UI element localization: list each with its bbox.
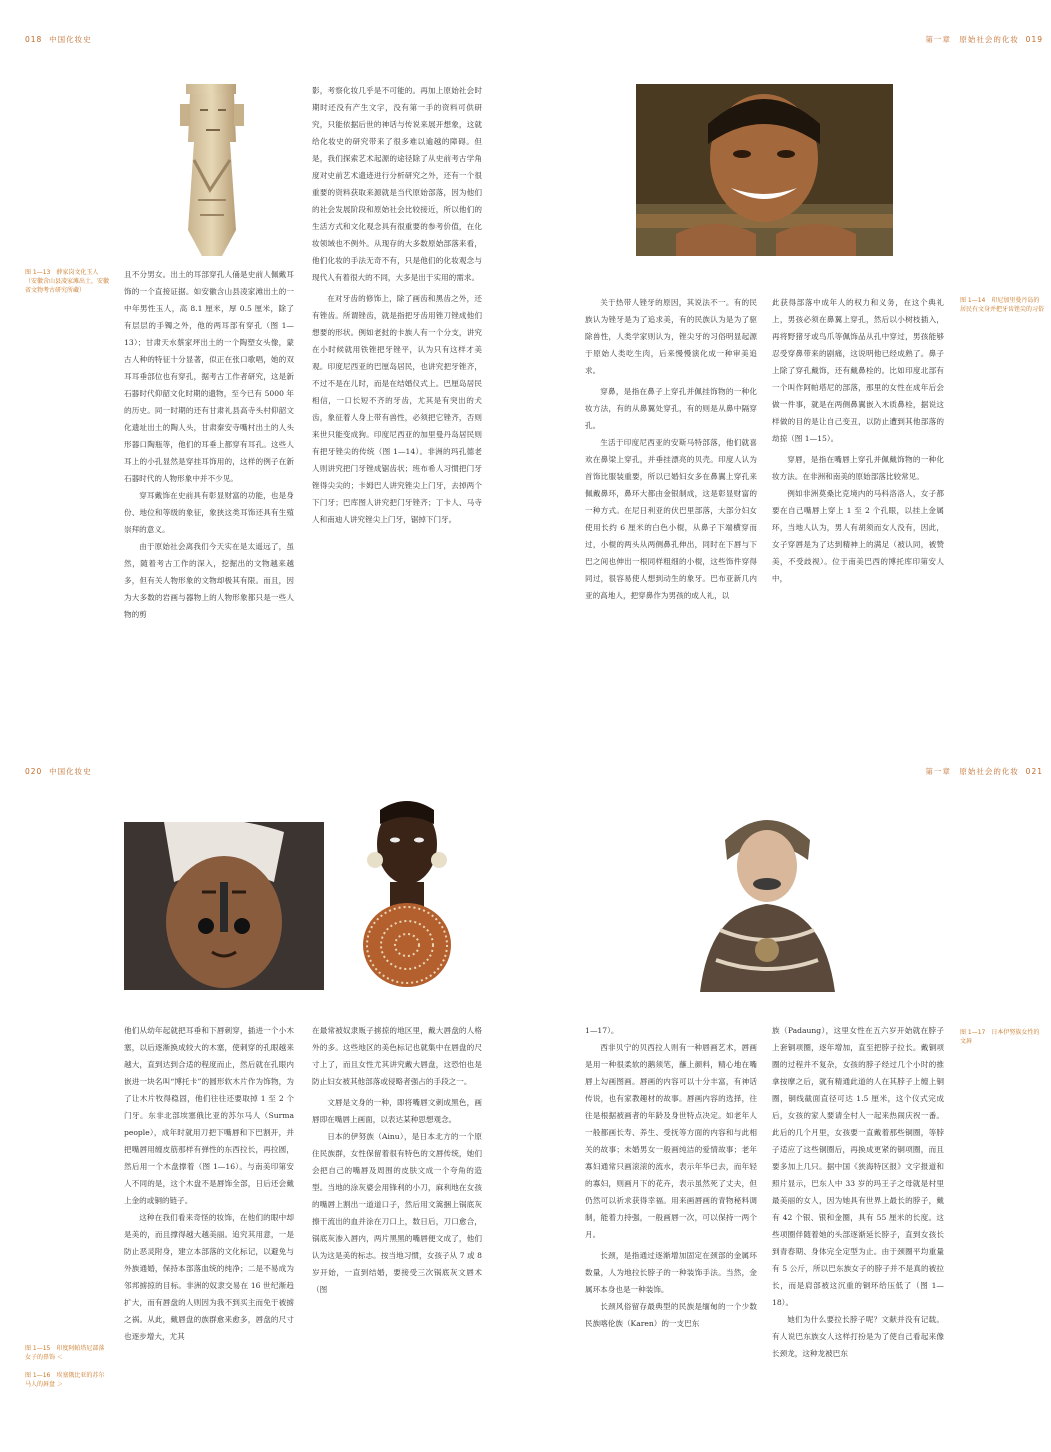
page-number: 020 [25,767,43,776]
nose-plug-woman-image [124,822,324,990]
paragraph: 关于热带人锉牙的原因，其说法不一。有的民族认为锉牙是为了追求美，有的民族认为是为了驱除兽性，人类学家则认为，锉尖牙的习俗明显起源于原始人类吃生肉，后来慢慢演化成一种审美追求。 [585,298,757,375]
paragraph: 由于原始社会离我们今天实在是太遥远了，虽然，随着考古工作的深入，挖掘出的文物越来越多，但有关人物形象的文物却极其有限。而且，因为大多数的岩画与器物上的人物形象都只是一些人物的剪 [124,542,294,619]
paragraph: 且不分男女。出土的耳部穿孔人俑是史前人佩戴耳饰的一个直接证据。如安徽含山县凌家滩出土的一中年男性玉人，高 8.1 厘米，厚 0.5 厘米，除了有层层的手镯之外，他的两耳部有穿孔（图 1—13）；甘肃天水蔡家坪出土的一个陶塑女头像，蒙古人种的特征十分显著，似正在张口歌唱，她的双耳耳垂部位也有穿孔，据考古工作者研究，这是新石器时代仰韶文化时期的遗物，至今已有 5000 年的历史。同一时期的还有甘肃礼县高寺头村仰韶文化遗址出土的陶人头，甘肃秦安寺嘴村出土的人头形器口陶瓶等，他们的耳垂上都穿有耳孔。这些人耳上的小孔显然是穿挂耳饰用的，这样的例子在新石器时代的人物形象中并不少见。 [124,270,294,483]
paragraph: 她们为什么要拉长脖子呢？文献并没有记载。有人说巴东族女人这样打扮是为了使自己看起来像长颈龙，这种龙被巴东 [772,1315,944,1358]
paragraph: 穿唇，是指在嘴唇上穿孔并佩戴饰物的一种化妆方法。在非洲和南美的原始部落比较常见。 [772,455,944,481]
body-column [772,1022,944,1394]
lip-plate-woman-image [350,800,465,990]
body-column [585,1022,757,1394]
body-column [772,294,944,662]
figure-caption: 图 1—15 印度阿帕塔尼部落女子的鼻饰 ＜ [25,1345,105,1361]
paragraph: 长颈，是指通过逐渐增加固定在颈部的金属环数量，人为地拉长脖子的一种装饰手法。当然，金属环本身也是一种装饰。 [585,1251,757,1294]
book-title: 中国化妆史 [49,35,92,44]
paragraph: 例如非洲莫桑比克境内的马科洛洛人，女子都要在自己嘴唇上穿上 1 至 2 个孔眼，以挂上金属环，当地人认为，男人有胡须而女人没有，因此，女子穿唇是为了达到精神上的满足（被认同，被赞美，不受歧视）。位于南美巴西的博托库印第安人中， [772,489,944,583]
page-number: 021 [1025,767,1043,776]
paragraph: 在对牙齿的修饰上，除了画齿和黑齿之外，还有锉齿。所谓锉齿，就是指把牙齿用锉刀锉成他们想要的形状。例如老挝的卡族人有一个分支，讲究在小时候就用铁锉把牙锉平，认为只有这样才美观。印度尼西亚的巴厘岛居民，也讲究把牙锉齐，不过不是在儿时，而是在结婚仪式上。巴厘岛居民相信，一口长短不齐的牙齿，尤其是有突出的犬齿，象征着人身上带有兽性，必须把它锉齐，否则来世只能变成狗。印度尼西亚的加里曼丹岛居民则有把牙锉尖的传统（图 1—14）。非洲的玛孔德老人则讲究把门牙锉成锯齿状；班布希人习惯把门牙锉得尖尖的；卡姆巴人讲究锉尖上门牙，去掉两个下门牙；巴库图人讲究把门牙锉齐；丁卡人、马寺人和南迪人讲究锉尖上门牙，锯掉下门牙。 [312,294,482,524]
chapter-title: 第一章 原始社会的化妆 [925,35,1019,44]
paragraph: 族（Padaung），这里女性在五六岁开始就在脖子上套铜项圈，逐年增加，直至把脖子拉长。戴铜项圈的过程并不复杂，女孩的脖子经过几个小时的推拿按摩之后，就有精通此道的人在其脖子上缠上铜圈，铜线截面直径可达 1.5 厘米，这个仪式完成后，女孩的家人要请全村人一起来热闹庆祝一番。此后的几个月里，女孩要一直戴着那些铜圈，等脖子适应了这些铜圈后，再换成更紧的铜项圈，而且要多加上几只。据中国《狭海特区报》文字报道和照片显示，巴东人中 33 岁的玛王子之母就是村里最美丽的女人，因为她具有世界上最长的脖子，戴有 42 个银、银和金圈，具有 55 厘米的长度。这些项圈伴随着她的头部逐渐延长脖子，直到女孩长到青春期、身体完全定型为止。由于颈圈平均重量有 5 公斤，所以巴东族女子的脖子并不是真的被拉长，而是肩部被这沉重的铜环给压低了（图 1—18）。 [772,1026,944,1307]
figure-caption: 图 1—17 日本伊努族女性的文唇 [960,1029,1040,1045]
paragraph: 在最常被奴隶贩子掳掠的地区里，戴大唇盘的人格外的多。这些地区的美色标记也就集中在唇盘的尺寸上了，而且女性尤其讲究戴大唇盘，这恐怕也是防止妇女被其他部落或侵略者强占的手段之一。 [312,1026,482,1086]
body-column [312,82,482,662]
ainu-woman-image [680,800,855,992]
page-number: 018 [25,35,43,44]
paragraph: 长颈风俗留存最典型的民族是缅甸的一个少数民族喀伦族（Karen）的一支巴东 [585,1302,757,1328]
body-column [312,1022,482,1394]
page-header-019 [925,34,1043,45]
paragraph: 1—17）。 [585,1026,619,1035]
paragraph: 此获得部落中成年人的权力和义务，在这个典礼上，男孩必须在鼻翼上穿孔，然后以小树枝插入，再将野猪牙或鸟爪等佩饰品从孔中穿过，男孩能够忍受穿鼻带来的剧痛，这说明他已经成熟了。鼻子上除了穿孔戴饰，还有戴鼻栓的。比如印度北部有一个叫作阿帕塔尼的部落，那里的女性在成年后会做一件事，就是在两侧鼻翼嵌入木质鼻栓，据说这样做的目的是让自己变丑，以防止遭到其他部落的劫掠（图 1—15）。 [772,298,944,443]
figure-caption: 图 1—14 印尼加里曼丹岛的居民有文身并把牙齿锉尖的习俗 [960,297,1045,313]
chapter-title: 第一章 原始社会的化妆 [925,767,1019,776]
page-number: 019 [1025,35,1043,44]
page-header-021 [925,766,1043,777]
book-title: 中国化妆史 [49,767,92,776]
figure-caption: 图 1—16 埃塞俄比亚的苏尔马人的唇盘 ＞ [25,1372,105,1388]
paragraph: 穿耳戴饰在史前具有彰显财富的功能，也是身份、地位和等级的象征，象狭这类耳饰还具有生殖崇拜的意义。 [124,491,294,534]
body-column [124,1022,294,1394]
paragraph: 影，考察化妆几乎是不可能的。再加上原始社会时期时还没有产生文字，没有第一手的资料可供研究，只能依据后世的神话与传说来展开想象，这就给化妆史的研究带来了很多难以逾越的障碍。但是，我们探索艺术起源的途径除了从史前考古学角度对史前艺术遗迹进行分析研究之外，还有一个很重要的资料获取来源就是当代原始部落，因为他们的社会发展阶段和原始社会比较接近，所以他们的生活方式和文化观念具有很重要的参考价值，在化妆领域也不例外。从现存的大多数原始部落来看，他们化妆的手法无奇不有，只是他们的化妆观念与现代人有着很大的不同，大多是出于实用的需求。 [312,86,482,282]
paragraph: 西非贝宁的贝西拉人则有一种唇画艺术，唇画是用一种很柔软的鹅须笔，蘸上颜料，精心地在嘴唇上勾画图画。唇画的内容可以十分丰富，有神话传说，也有家教趣材的故事。唇画内容的选择，往往是根据被画者的年龄及身世特点决定。如老年人一般都画长寿、养生、受抚等方面的内容和与此相关的故事；未婚男女一般画纯洁的爱情故事；老年寡妇通常只画滚滚的流水，表示年华已去，而年轻的寡妇，则画月下的花卉，表示虽然死了丈夫，但仍然可以祈求获得幸福。用来画唇画的青物秘料调制，能着力持强，一般画唇一次，可以保持一两个月。 [585,1043,757,1239]
figure-caption: 图 1—13 薛家岗文化玉人（安徽含山县凌家滩出土，安徽省文物考古研究所藏） [25,269,110,294]
tattooed-woman-image [636,84,893,256]
body-column [124,266,294,662]
page-header-018 [25,34,92,45]
jade-figure-image [160,80,265,262]
paragraph: 这种在我们看来奇怪的妆饰，在他们的眼中却是美的，而且撑得越大越美丽。追究其用意，一是防止恶灵附身，建立本部落的文化标记，以避免与外族通婚，保持本部落血统的纯净；二是不易成为邻邦掳掠的目标。非洲的奴隶交易在 16 世纪渐趋扩大，而有唇盘的人则因为我不到买主而免于被掳之祸。从此，戴唇盘的族群愈来愈多，唇盘的尺寸也逐步增大，尤其 [124,1213,294,1341]
page-header-020 [25,766,92,777]
paragraph: 日本的伊努族（Ainu），是日本北方的一个原住民族群，女性保留着很有特色的文唇传统，她们会把自己的嘴唇及周围的皮肤文成一个夸角的造型。当地的涂灰婆会用锋利的小刀，麻利地在女孩的嘴唇上割出一道道口子，然后用文篙捆上锅底灰擦干流出的血并涂在刀口上，数日后，刀口愈合，锅底灰渗入唇内，两片黑黑的嘴唇便文成了，他们认为这是美的标志。按当地习惯，女孩子从 7 或 8 岁开始，一直到结婚，要接受三次锅底灰文唇术（图 [312,1132,482,1294]
body-column [585,294,757,662]
paragraph: 穿鼻，是指在鼻子上穿孔并佩挂饰物的一种化妆方法，有的从鼻翼处穿孔，有的则是从鼻中隔穿孔。 [585,387,757,430]
paragraph: 文唇是文身的一种，即将嘴唇文刺成黑色，画唇即在嘴唇上画面，以表达某种思想观念。 [312,1098,482,1124]
paragraph: 生活于印度尼西亚的安斯马特部落，他们就喜欢在鼻梁上穿孔，并垂挂漂亮的贝壳。印度人认为首饰比服装重要，所以已婚妇女多在鼻翼上穿孔来佩戴鼻环，鼻环大都由金银制成，这是彰显财富的一种方式。在尼日利亚的伏巴里部落，大部分妇女使用长约 6 厘米的白色小棍，从鼻子下端横穿而过，小棍的两头从两侧鼻孔伸出，同时在下唇与下巴之间也伸出一根同样粗细的小棍，这些饰件穿得同过，很容易使人想到动生的象牙。巴布亚新几内亚的高地人，把穿鼻作为男孩的成人礼，以 [585,438,757,600]
paragraph: 他们从幼年起就把耳垂和下唇刺穿，插进一个小木塞，以后逐渐换成较大的木塞，使刺穿的孔眼越来越大，直到达到合适的程度而止，然后就在孔眼内嵌进一块名叫“博托卡”的圆形软木片作为饰物，为了让木片牧得稳固，他们往往还要取掉 1 至 2 个门牙。东非北部埃塞俄比亚的苏尔马人（Surma people），成年时就用刀把下嘴唇和下巴割开，并把嘴唇用缠皮筋那样有弹性的东西拉长，再拉圆，然后用一个木盘撑着（图 1—16）。与南美印第安人不同的是，这个木盘不是唇饰全部，日后还会戴上金的或铜的链子。 [124,1026,294,1205]
